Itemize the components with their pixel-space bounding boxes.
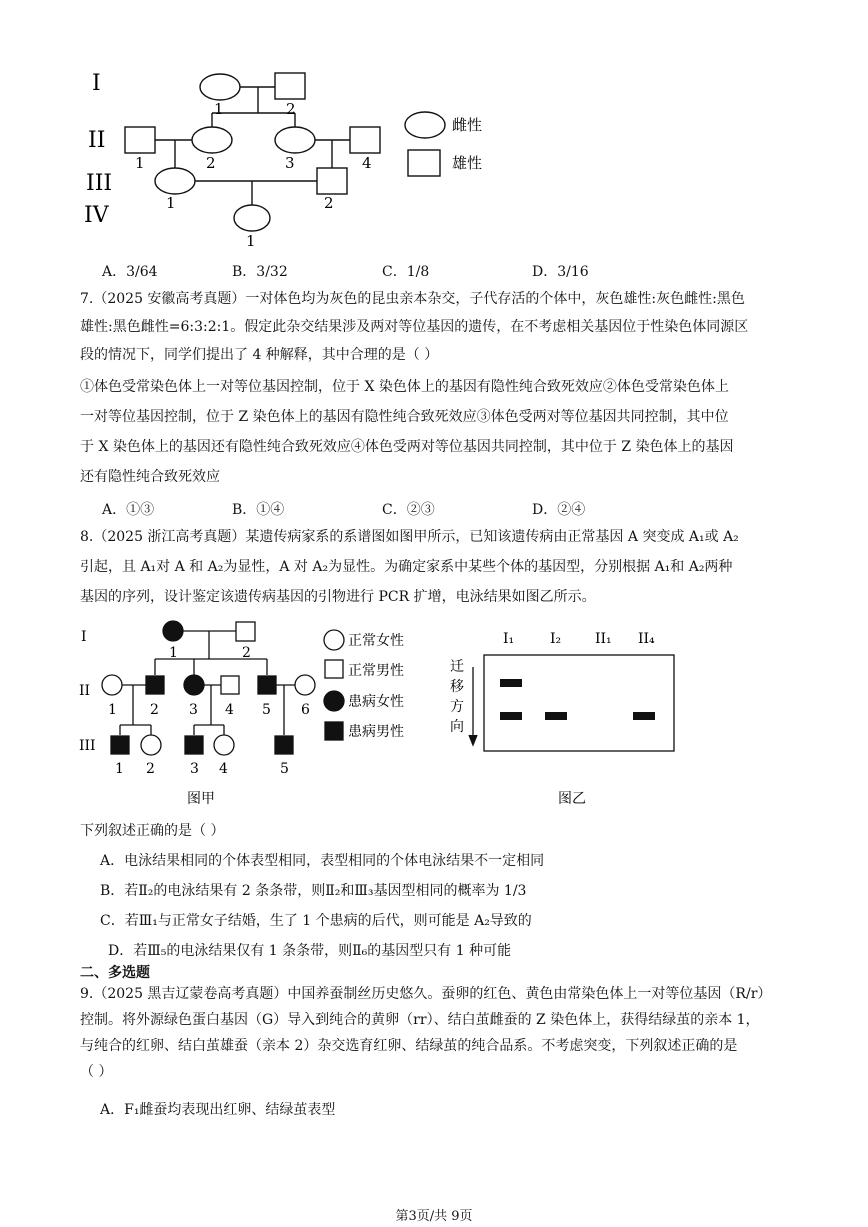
legend-male-symbol <box>408 150 440 176</box>
q8-option-d[interactable]: D．若Ⅲ₅的电泳结果仅有 1 条条带，则Ⅱ₆的基因型只有 1 种可能 <box>108 943 512 959</box>
gel-box <box>484 655 674 751</box>
q8-stem: 下列叙述正确的是（ ） <box>80 823 225 839</box>
p2-num-I1: 1 <box>169 645 178 661</box>
q8-line-3: 基因的序列，设计鉴定该遗传病基因的引物进行 PCR 扩增，电泳结果如图乙所示。 <box>80 589 596 605</box>
q7-option-b[interactable]: B．①④ <box>232 502 285 518</box>
q7-line-5: 一对等位基因控制，位于 Z 染色体上的基因有隐性纯合致死效应③体色受两对等位基因共同控制，其中位 <box>80 409 729 425</box>
q6-option-b[interactable]: B．3/32 <box>232 264 288 280</box>
II3-female <box>275 127 315 153</box>
direction-char-2: 移 <box>450 679 464 695</box>
lane-label-I2: I₂ <box>550 631 562 647</box>
num-III1: 1 <box>166 194 176 212</box>
pedigree-figure-1 <box>80 60 500 255</box>
q8-option-a[interactable]: A．电泳结果相同的个体表型相同，表型相同的个体电泳结果不一定相同 <box>100 853 545 869</box>
II1-male <box>125 127 155 153</box>
page-footer: 第3页/共 9页 <box>395 1209 473 1224</box>
p2-gen-II: II <box>79 683 91 699</box>
gen-label-I: I <box>92 71 101 96</box>
q7-line-7: 还有隐性纯合致死效应 <box>80 469 220 485</box>
p2-num-II2: 2 <box>150 702 159 718</box>
p2-III4-normal-female <box>214 735 234 755</box>
legend-affected-male-label: 患病男性 <box>348 724 404 740</box>
p2-num-III1: 1 <box>115 761 124 777</box>
gel-figure <box>440 625 690 810</box>
p2-II2-affected-male <box>146 676 164 694</box>
q6-option-a[interactable]: A．3/64 <box>102 264 158 280</box>
legend-female-label: 雌性 <box>452 116 483 134</box>
band-I1-lower <box>500 712 522 720</box>
num-II4: 4 <box>362 154 372 172</box>
legend-affected-female-label: 患病女性 <box>348 694 404 710</box>
gen-label-II: II <box>88 128 106 153</box>
q9-option-a[interactable]: A．F₁雌蚕均表现出红卵、结绿茧表型 <box>100 1102 336 1118</box>
p2-num-II4: 4 <box>225 702 234 718</box>
I1-female <box>200 74 240 100</box>
p2-II3-affected-female <box>184 675 204 695</box>
figure-a-caption: 图甲 <box>187 791 215 807</box>
p2-II5-affected-male <box>258 676 276 694</box>
p2-III3-affected-male <box>185 736 203 754</box>
p2-num-II5: 5 <box>262 702 271 718</box>
q8-option-b[interactable]: B．若Ⅱ₂的电泳结果有 2 条条带，则Ⅱ₂和Ⅲ₃基因型相同的概率为 1/3 <box>100 883 527 899</box>
q9-line-2: 控制。将外源绿色蛋白基因（G）导入到纯合的黄卵（rr）、结白茧雌蚕的 Z 染色体上，获得结绿茧的亲本 1， <box>80 1012 760 1028</box>
num-I2: 2 <box>286 100 296 118</box>
legend-female-symbol <box>405 112 445 138</box>
q7-line-6: 于 X 染色体上的基因还有隐性纯合致死效应④体色受两对等位基因共同控制，其中位于 Z 染色体上的基因 <box>80 439 734 455</box>
q7-option-c[interactable]: C．②③ <box>382 502 435 518</box>
pedigree-figure-2 <box>75 615 420 810</box>
q7-line-4: ①体色受常染色体上一对等位基因控制，位于 X 染色体上的基因有隐性纯合致死效应②体色受常染色体上 <box>80 379 729 395</box>
q8-option-c[interactable]: C．若Ⅲ₁与正常女子结婚，生了 1 个患病的后代，则可能是 A₂导致的 <box>100 913 532 929</box>
p2-num-II1: 1 <box>108 702 117 718</box>
p2-num-III5: 5 <box>280 761 289 777</box>
q9-line-3: 与纯合的红卵、结白茧雄蚕（亲本 2）杂交选育红卵、结绿茧的纯合品系。不考虑突变，下列叙述正确的是 <box>80 1038 738 1054</box>
band-I2-lower <box>545 712 567 720</box>
legend-normal-male-label: 正常男性 <box>348 663 404 679</box>
num-II3: 3 <box>285 154 295 172</box>
legend-affected-male-symbol <box>325 722 343 740</box>
p2-num-I2: 2 <box>242 645 251 661</box>
lane-label-II4: II₄ <box>638 631 655 647</box>
I2-male <box>275 73 305 99</box>
p2-num-II6: 6 <box>301 702 310 718</box>
legend-normal-female-symbol <box>324 630 344 650</box>
q8-line-2: 引起，且 A₁对 A 和 A₂为显性，A 对 A₂为显性。为确定家系中某些个体的基因型，分别根据 A₁和 A₂两种 <box>80 559 733 575</box>
IV1-female <box>234 205 270 231</box>
num-IV1: 1 <box>246 232 256 250</box>
p2-num-III4: 4 <box>219 761 228 777</box>
q6-option-d[interactable]: D．3/16 <box>532 264 589 280</box>
legend-male-label: 雄性 <box>452 154 483 172</box>
q7-option-d[interactable]: D．②④ <box>532 502 586 518</box>
III2-male <box>317 168 347 194</box>
q7-option-a[interactable]: A．①③ <box>102 502 155 518</box>
direction-char-1: 迁 <box>450 659 464 675</box>
II4-male <box>350 127 380 153</box>
p2-num-III3: 3 <box>190 761 199 777</box>
p2-gen-III: III <box>79 738 96 754</box>
p2-I2-normal-male <box>236 622 255 641</box>
q7-line-1: 7.（2025 安徽高考真题）一对体色均为灰色的昆虫亲本杂交，子代存活的个体中，灰色雄性:灰色雌性:黑色 <box>80 291 745 307</box>
direction-char-3: 方 <box>450 699 464 715</box>
q8-line-1: 8.（2025 浙江高考真题）某遗传病家系的系谱图如图甲所示，已知该遗传病由正常基因 A 突变成 A₁或 A₂ <box>80 529 739 545</box>
legend-affected-female-symbol <box>324 691 344 711</box>
q7-line-2: 雄性:黑色雌性=6:3:2:1。假定此杂交结果涉及两对等位基因的遗传，在不考虑相关基因位于性染色体同源区 <box>80 319 749 335</box>
figure-b-caption: 图乙 <box>558 791 586 807</box>
num-II2: 2 <box>206 154 216 172</box>
lane-label-II1: II₁ <box>595 631 612 647</box>
p2-gen-I: I <box>81 629 87 645</box>
p2-num-II3: 3 <box>189 702 198 718</box>
p2-III5-affected-male <box>275 736 293 754</box>
direction-char-4: 向 <box>450 719 464 735</box>
p2-II4-normal-male <box>221 676 239 694</box>
p2-III1-affected-male <box>111 736 129 754</box>
legend-normal-female-label: 正常女性 <box>348 633 404 649</box>
q6-option-c[interactable]: C．1/8 <box>382 264 430 280</box>
num-III2: 2 <box>324 194 334 212</box>
p2-num-III2: 2 <box>146 761 155 777</box>
p2-III2-normal-female <box>141 735 161 755</box>
q7-line-3: 段的情况下，同学们提出了 4 种解释，其中合理的是（ ） <box>80 347 439 363</box>
II2-female <box>192 127 232 153</box>
p2-I1-affected-female <box>163 621 183 641</box>
gen-label-IV: IV <box>84 203 109 228</box>
section-heading-multi-choice: 二、多选题 <box>80 965 150 981</box>
gen-label-III: III <box>86 171 113 196</box>
band-II4-lower <box>633 712 655 720</box>
band-I1-upper <box>500 679 522 687</box>
q9-line-4: （ ） <box>80 1064 113 1080</box>
lane-label-I1: I₁ <box>503 631 515 647</box>
legend-normal-male-symbol <box>325 660 343 678</box>
III1-female <box>155 168 195 194</box>
p2-II1-normal-female <box>102 675 122 695</box>
p2-II6-normal-female <box>295 675 315 695</box>
num-II1: 1 <box>135 154 145 172</box>
q9-line-1: 9.（2025 黑吉辽蒙卷高考真题）中国养蚕制丝历史悠久。蚕卵的红色、黄色由常染色体上一对等位基因（R/r） <box>80 986 772 1002</box>
num-I1: 1 <box>214 100 224 118</box>
